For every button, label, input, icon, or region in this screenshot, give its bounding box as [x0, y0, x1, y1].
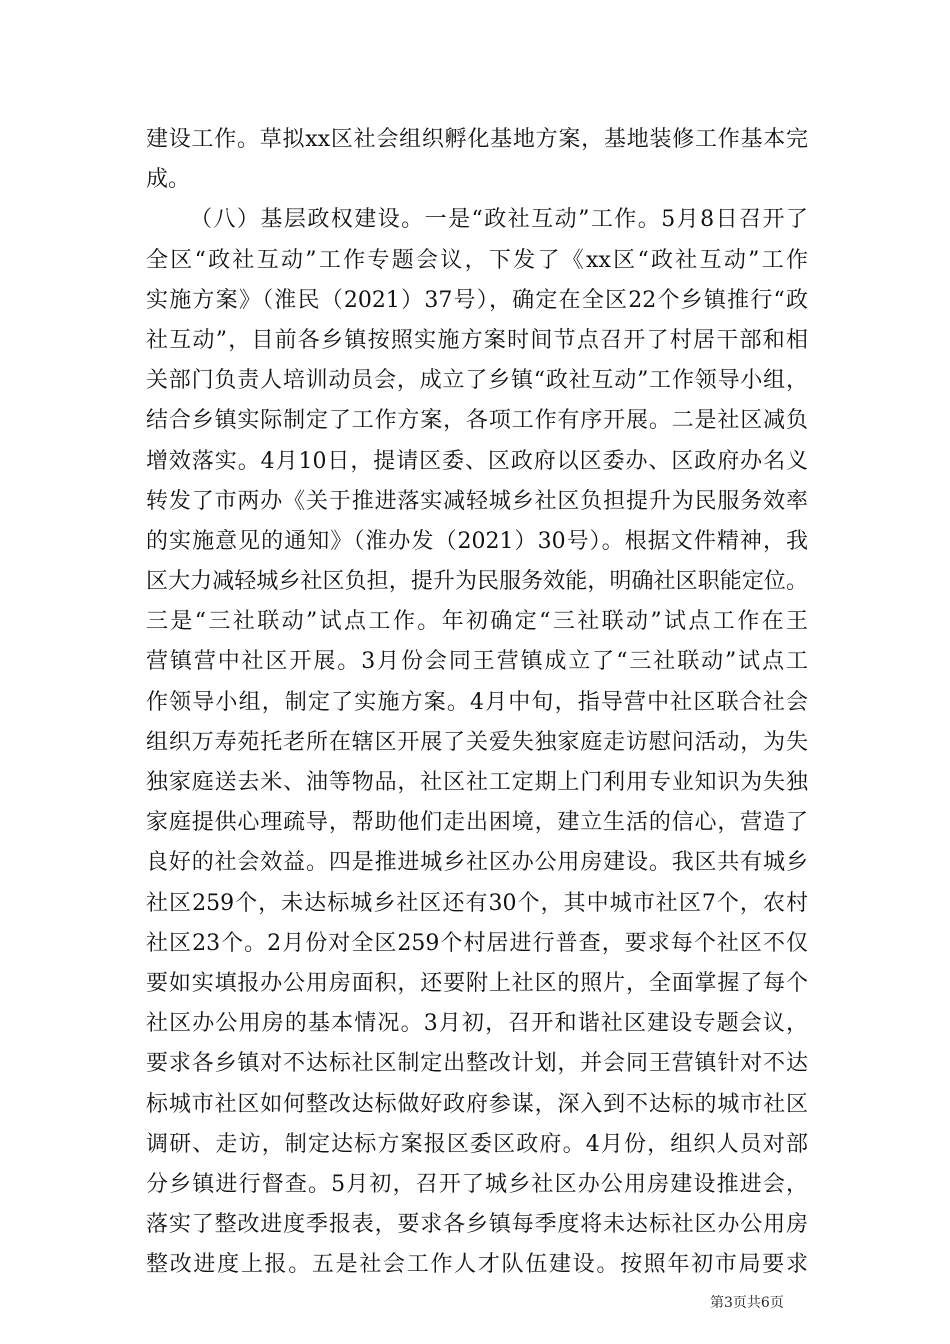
text-line: 要求各乡镇对不达标社区制定出整改计划，并会同王营镇针对不达 [146, 1051, 808, 1077]
body-text [146, 120, 808, 1285]
page-number: 第3页共6页 [710, 1295, 784, 1311]
text-line: 的实施意见的通知》（淮办发（2021）30号）。根据文件精神，我 [146, 528, 808, 554]
text-line: 整改进度上报。五是社会工作人才队伍建设。按照年初市局要求 [146, 1252, 808, 1278]
text-line: （八）基层政权建设。一是“政社互动”工作。5月8日召开了 [190, 207, 808, 233]
text-line: 关部门负责人培训动员会，成立了乡镇“政社互动”工作领导小组， [146, 368, 808, 394]
text-line: 社互动”，目前各乡镇按照实施方案时间节点召开了村居干部和相 [146, 327, 808, 353]
text-line: 实施方案》（淮民（2021）37号），确定在全区22个乡镇推行“政 [146, 287, 808, 313]
text-line: 调研、走访，制定达标方案报区委区政府。4月份，组织人员对部 [146, 1131, 808, 1157]
text-line: 独家庭送去米、油等物品，社区社工定期上门利用专业知识为失独 [146, 770, 808, 795]
text-line: 区大力减轻城乡社区负担，提升为民服务效能，明确社区职能定位。 [146, 569, 808, 595]
text-line: 全区“政社互动”工作专题会议，下发了《xx区“政社互动”工作 [146, 247, 808, 273]
text-line: 作领导小组，制定了实施方案。4月中旬，指导营中社区联合社会 [146, 689, 808, 715]
text-line: 转发了市两办《关于推进落实减轻城乡社区负担提升为民服务效率 [146, 488, 808, 514]
text-line: 社区23个。2月份对全区259个村居进行普查，要求每个社区不仅 [146, 930, 808, 956]
text-line: 成。 [146, 167, 191, 193]
text-line: 社区办公用房的基本情况。3月初，召开和谐社区建设专题会议， [146, 1011, 808, 1037]
text-line: 分乡镇进行督查。5月初，召开了城乡社区办公用房建设推进会， [146, 1171, 808, 1197]
text-line: 社区259个，未达标城乡社区还有30个，其中城市社区7个，农村 [146, 890, 808, 916]
text-line: 标城市社区如何整改达标做好政府参谋，深入到不达标的城市社区 [146, 1091, 808, 1117]
text-line: 营镇营中社区开展。3月份会同王营镇成立了“三社联动”试点工 [146, 649, 808, 675]
text-line: 落实了整改进度季报表，要求各乡镇每季度将未达标社区办公用房 [146, 1212, 808, 1238]
text-line: 三是“三社联动”试点工作。年初确定“三社联动”试点工作在王 [146, 609, 808, 635]
text-line: 要如实填报办公用房面积，还要附上社区的照片，全面掌握了每个 [146, 970, 808, 996]
text-line: 家庭提供心理疏导，帮助他们走出困境，建立生活的信心，营造了 [146, 810, 808, 836]
text-line: 良好的社会效益。四是推进城乡社区办公用房建设。我区共有城乡 [146, 850, 808, 876]
text-line: 结合乡镇实际制定了工作方案，各项工作有序开展。二是社区减负 [146, 408, 808, 434]
text-line: 建设工作。草拟xx区社会组织孵化基地方案，基地装修工作基本完 [146, 127, 808, 152]
text-line: 增效落实。4月10日，提请区委、区政府以区委办、区政府办名义 [146, 448, 808, 474]
text-line: 组织万寿苑托老所在辖区开展了关爱失独家庭走访慰问活动，为失 [146, 729, 808, 755]
